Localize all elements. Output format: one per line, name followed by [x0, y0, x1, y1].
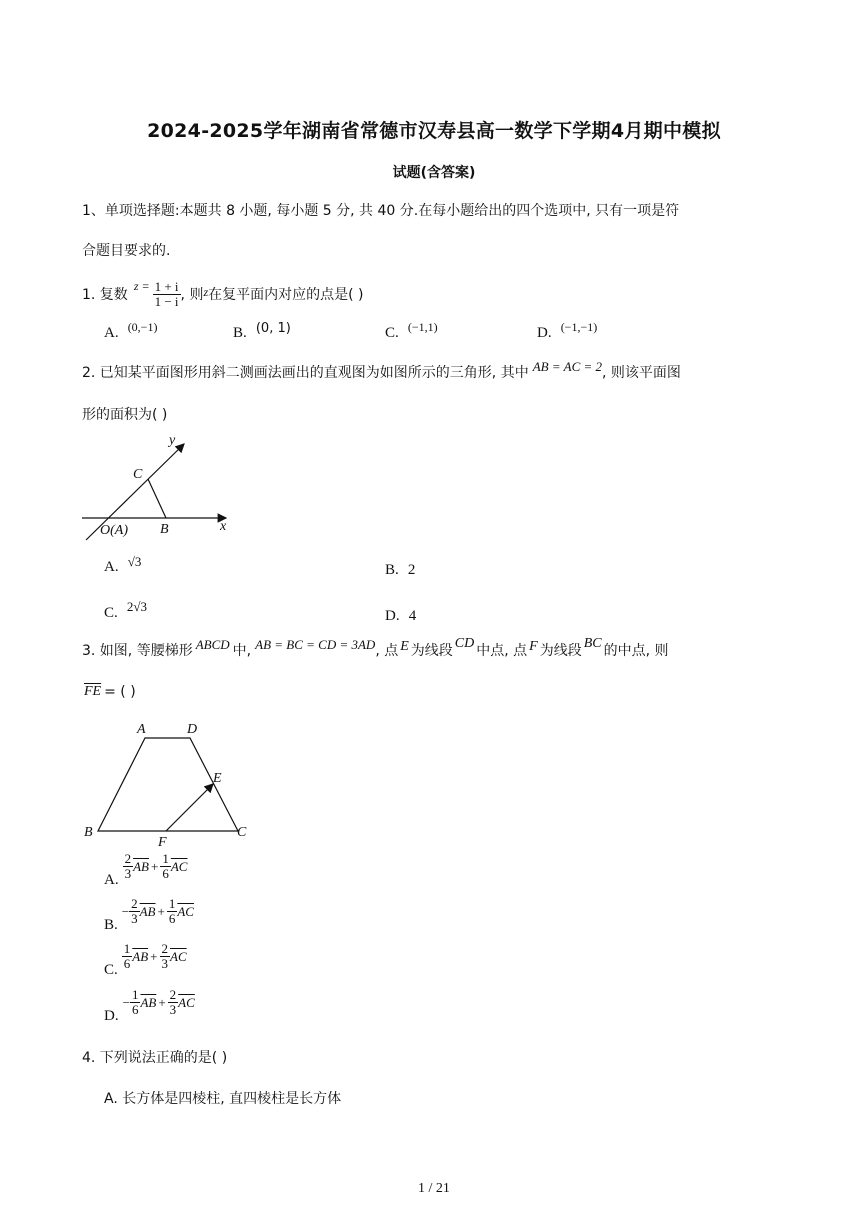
label-y: y	[169, 433, 176, 448]
document-subtitle: 试题(含答案)	[392, 165, 476, 181]
denominator: 3	[131, 911, 138, 926]
plus: +	[150, 948, 158, 964]
q1-option-a	[104, 322, 157, 342]
q3-text: 的中点, 则	[603, 643, 669, 659]
plus: +	[158, 994, 166, 1010]
vector-ac: $\overline{AC}$	[177, 903, 194, 919]
q3-answer-blank: = ( )	[104, 684, 136, 700]
q3-option-c	[104, 941, 187, 979]
vector-ab: $\overline{AB}$	[140, 994, 157, 1010]
question-2-line2: 形的面积为( )	[82, 407, 168, 423]
q2-option-d	[385, 605, 416, 625]
option-value: 4	[408, 608, 417, 624]
q1-frac-numerator: 1 + i	[154, 278, 179, 294]
sign: −	[122, 994, 130, 1010]
vector-ac: $\overline{AC}$	[170, 948, 187, 964]
label-c: C	[237, 825, 247, 840]
q1-suffix: 在复平面内对应的点是( )	[208, 287, 364, 303]
fraction-1	[130, 988, 141, 1017]
q2-option-c	[104, 599, 147, 622]
q3-option-a	[104, 851, 188, 889]
q1-z: z	[203, 284, 209, 299]
fraction-1	[122, 942, 133, 971]
q1-option-b	[233, 322, 291, 342]
q1-option-c	[385, 322, 438, 342]
fraction-1	[129, 897, 140, 926]
vector-ab: $\overline{AB}$	[132, 948, 149, 964]
denominator: 3	[124, 866, 132, 881]
q2-figure	[80, 430, 240, 545]
vector-fe	[166, 784, 213, 831]
label-e: E	[213, 771, 222, 786]
numerator: 1	[168, 896, 176, 911]
numerator: 1	[131, 987, 139, 1002]
q1-z-eq: z =	[133, 278, 150, 293]
option-label: A.	[104, 872, 119, 888]
q3-text: 为线段	[539, 643, 582, 659]
option-label: C.	[385, 325, 399, 341]
option-label: B.	[104, 917, 118, 933]
q2-condition: AB = AC = 2	[532, 359, 603, 374]
q2-text: 2. 已知某平面图形用斜二测画法画出的直观图为如图所示的三角形, 其中	[82, 365, 529, 381]
q1-fraction	[153, 280, 181, 309]
fraction-2	[160, 852, 171, 881]
q3-text: , 点	[375, 643, 399, 659]
option-label: B.	[233, 325, 247, 341]
label-x: x	[220, 519, 227, 534]
numerator: 1	[162, 851, 169, 866]
question-3-line1	[82, 636, 669, 660]
fraction-2	[168, 988, 179, 1017]
numerator: 2	[131, 896, 138, 911]
option-expression	[123, 852, 188, 881]
label-b: B	[84, 825, 93, 840]
denominator: 6	[131, 1002, 139, 1017]
question-1-stem	[82, 272, 364, 316]
question-3-line2	[84, 684, 136, 700]
section-heading-line2: 合题目要求的.	[82, 243, 171, 259]
fraction-2	[160, 942, 171, 971]
label-d: D	[187, 722, 198, 737]
segment-cb	[148, 479, 166, 518]
q2-text-suffix: , 则该平面图	[602, 365, 681, 381]
question-2-line1	[82, 359, 681, 382]
numerator: 1	[123, 941, 131, 956]
fraction-2	[167, 897, 178, 926]
option-label: A.	[104, 325, 119, 341]
q1-frac-denominator: 1 − i	[154, 293, 179, 309]
plus: +	[150, 858, 159, 874]
q3-text: 中点, 点	[476, 643, 528, 659]
option-value: (0, 1)	[255, 321, 291, 336]
vector-ab: $\overline{AB}$	[139, 903, 156, 919]
q3-text: 中,	[232, 643, 252, 659]
label-b: B	[160, 522, 169, 537]
denominator: 6	[162, 866, 169, 881]
option-label: D.	[537, 325, 552, 341]
option-label: C.	[104, 605, 118, 621]
q3-condition: AB = BC = CD = 3AD	[255, 637, 376, 652]
denominator: 6	[168, 911, 176, 926]
q1-mid: , 则	[180, 287, 204, 303]
q3-option-d	[104, 987, 195, 1025]
option-expression	[123, 988, 195, 1017]
q2-option-b	[385, 559, 415, 579]
option-value: (−1,1)	[407, 320, 438, 334]
option-value: 2√3	[126, 599, 147, 614]
q3-segment-bc: BC	[583, 636, 602, 651]
option-label: B.	[385, 562, 399, 578]
label-a: A	[137, 722, 146, 737]
q3-vector-fe: $\overline{FE}$	[84, 684, 102, 699]
denominator: 3	[161, 956, 168, 971]
label-c: C	[133, 467, 143, 482]
option-label: D.	[104, 1008, 119, 1024]
numerator: 2	[161, 941, 168, 956]
plus: +	[157, 903, 165, 919]
label-o: O(A)	[100, 523, 128, 538]
option-expression	[122, 897, 194, 926]
vector-ab: $\overline{AB}$	[133, 858, 149, 874]
q3-abcd: ABCD	[195, 637, 230, 652]
option-value: 2	[407, 562, 416, 578]
option-label: A.	[104, 559, 119, 575]
q3-text: 3. 如图, 等腰梯形	[82, 643, 193, 659]
q3-option-b	[104, 896, 194, 934]
q3-point-f: F	[529, 639, 538, 654]
option-value: (−1,−1)	[560, 320, 598, 334]
numerator: 2	[169, 987, 177, 1002]
vector-ac: $\overline{AC}$	[178, 994, 195, 1010]
page-number: 1 / 21	[418, 1181, 450, 1196]
vector-ac: $\overline{AC}$	[170, 858, 188, 874]
q3-figure	[80, 716, 260, 851]
option-label: D.	[385, 608, 400, 624]
q2-option-a	[104, 556, 141, 576]
q1-option-d	[537, 322, 597, 342]
label-f: F	[158, 835, 167, 850]
fraction-1	[123, 852, 134, 881]
option-expression	[122, 942, 187, 971]
q1-prefix: 1. 复数	[82, 287, 128, 303]
denominator: 6	[123, 956, 131, 971]
option-label: C.	[104, 962, 118, 978]
option-value: √3	[127, 554, 142, 569]
numerator: 2	[124, 851, 132, 866]
q3-segment-cd: CD	[454, 636, 475, 651]
option-value: (0,−1)	[127, 320, 158, 334]
denominator: 3	[169, 1002, 177, 1017]
question-4-stem: 4. 下列说法正确的是( )	[82, 1050, 228, 1066]
sign: −	[121, 903, 130, 919]
q4-option-a: A. 长方体是四棱柱, 直四棱柱是长方体	[104, 1091, 342, 1107]
section-heading-line1: 1、单项选择题:本题共 8 小题, 每小题 5 分, 共 40 分.在每小题给出的四个选项中, 只有一项是符	[82, 203, 680, 219]
document-title: 2024-2025学年湖南省常德市汉寿县高一数学下学期4月期中模拟	[147, 120, 721, 142]
q3-point-e: E	[400, 639, 409, 654]
q3-text: 为线段	[410, 643, 453, 659]
